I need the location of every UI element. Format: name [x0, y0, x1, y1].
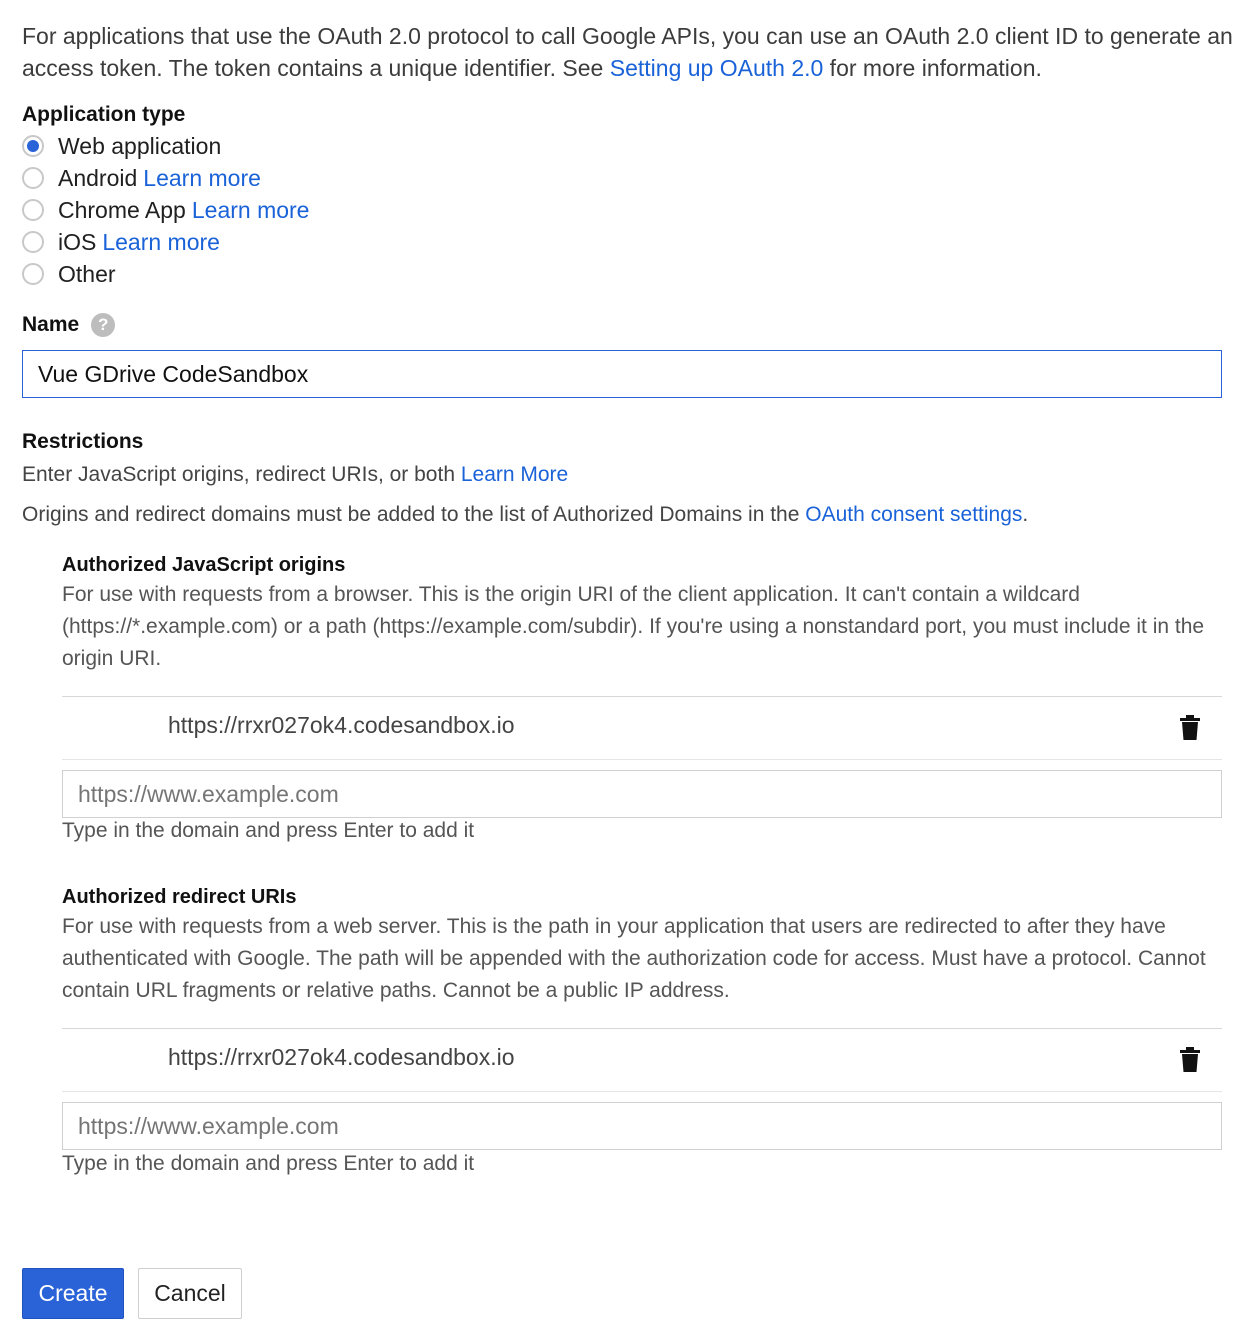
- radio-label: Chrome App: [58, 196, 186, 223]
- redirect-uris-description: For use with requests from a web server. This is the path in your application that users are redirected to after they have authenticated with Google. The path will be appended with the authorization code for access. Must have a protocol. Cannot contain URL fragments or relative paths. Cannot be a public IP address.: [62, 915, 1206, 1002]
- radio-button[interactable]: [22, 167, 44, 189]
- radio-ios[interactable]: [22, 226, 309, 258]
- restrictions-line-1: [22, 463, 568, 487]
- js-origin-input[interactable]: [62, 770, 1222, 818]
- restrictions-line-1-text: Enter JavaScript origins, redirect URIs, or both: [22, 463, 461, 486]
- js-origin-hint: Type in the domain and press Enter to add it: [62, 819, 475, 842]
- radio-label: Other: [58, 260, 116, 287]
- redirect-uris-label: Authorized redirect URIs: [62, 886, 297, 908]
- setting-up-oauth-link[interactable]: Setting up OAuth 2.0: [609, 55, 824, 81]
- help-icon[interactable]: ?: [91, 313, 115, 337]
- redirect-uri-hint: Type in the domain and press Enter to add it: [62, 1152, 475, 1175]
- redirect-uri: https://rrxr027ok4.codesandbox.io: [168, 1044, 515, 1070]
- radio-android[interactable]: [22, 162, 309, 194]
- application-type-radio-group: [22, 130, 309, 290]
- radio-web-application[interactable]: [22, 130, 309, 162]
- intro-text-before: For applications that use the OAuth 2.0 protocol to call Google APIs, you can use an OAuth 2.0 client ID to generate an access token. The token contains a unique identifier. See: [22, 23, 1233, 81]
- js-origins-description: For use with requests from a browser. This is the origin URI of the client application. It can't contain a wildcard (https://*.example.com) or a path (https://example.com/subdir). If you're using a nonstandard port, you must include it in the origin URI.: [62, 583, 1205, 670]
- intro-text-after: for more information.: [823, 55, 1042, 81]
- radio-label: Android: [58, 164, 138, 191]
- name-label: Name: [22, 313, 80, 336]
- chrome-app-learn-more-link[interactable]: Learn more: [191, 196, 310, 223]
- restrictions-line-2-text: Origins and redirect domains must be added to the list of Authorized Domains in the: [22, 503, 806, 526]
- radio-label: Web application: [58, 132, 222, 159]
- create-button[interactable]: Create: [22, 1268, 124, 1319]
- name-input[interactable]: [22, 350, 1222, 398]
- restrictions-line-2-end: .: [1022, 503, 1029, 526]
- radio-button-checked[interactable]: [22, 135, 44, 157]
- js-origins-label: Authorized JavaScript origins: [62, 554, 346, 576]
- intro-text: [22, 20, 1242, 84]
- trash-icon[interactable]: [1178, 715, 1202, 741]
- ios-learn-more-link[interactable]: Learn more: [102, 228, 220, 255]
- radio-label: iOS: [58, 228, 97, 255]
- application-type-label: Application type: [22, 103, 186, 126]
- js-origin-entry: [62, 696, 1222, 760]
- android-learn-more-link[interactable]: Learn more: [143, 164, 261, 191]
- radio-button[interactable]: [22, 263, 44, 285]
- js-origin-uri: https://rrxr027ok4.codesandbox.io: [168, 712, 515, 738]
- radio-chrome-app[interactable]: [22, 194, 309, 226]
- trash-icon[interactable]: [1178, 1047, 1202, 1073]
- radio-button[interactable]: [22, 231, 44, 253]
- oauth-consent-settings-link[interactable]: OAuth consent settings: [805, 503, 1023, 526]
- name-label-row: [22, 313, 115, 337]
- radio-button[interactable]: [22, 199, 44, 221]
- restrictions-learn-more-link[interactable]: Learn More: [460, 463, 569, 486]
- cancel-button[interactable]: Cancel: [138, 1268, 242, 1319]
- restrictions-line-2: [22, 503, 1028, 527]
- restrictions-label: Restrictions: [22, 430, 144, 453]
- radio-other[interactable]: [22, 258, 309, 290]
- redirect-uri-entry: [62, 1028, 1222, 1092]
- redirect-uri-input[interactable]: [62, 1102, 1222, 1150]
